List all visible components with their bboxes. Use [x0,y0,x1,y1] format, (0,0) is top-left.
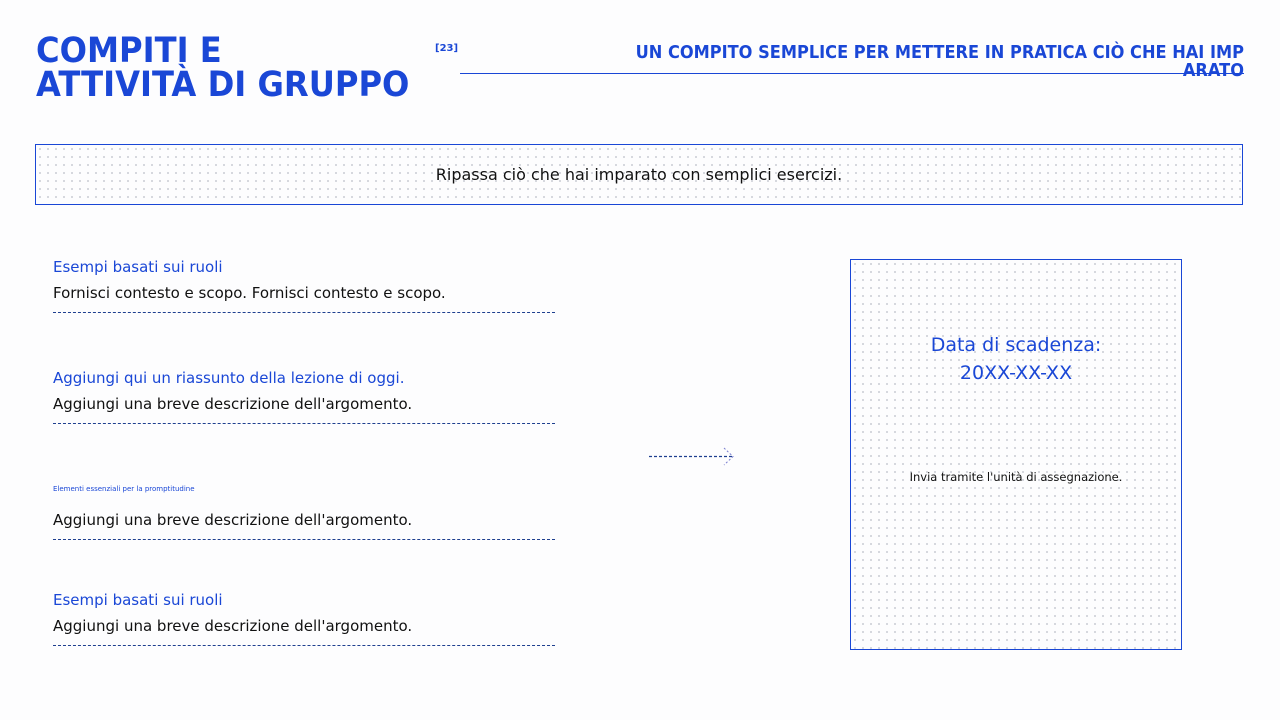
item-heading: Esempi basati sui ruoli [53,591,223,609]
item-heading: Elementi essenziali per la promptitudine [53,485,195,493]
item-heading: Esempi basati sui ruoli [53,258,223,276]
subtitle: UN COMPITO SEMPLICE PER METTERE IN PRATICA CIÒ CHE HAI IMPARATO [635,42,1244,81]
item-description: Aggiungi una breve descrizione dell'argomento. [53,617,413,635]
list-item [53,485,555,540]
item-description: Aggiungi una breve descrizione dell'argomento. [53,511,413,529]
page-title [36,31,410,105]
item-description: Aggiungi una breve descrizione dell'argomento. [53,395,413,413]
intro-banner [35,144,1243,205]
banner-text: Ripassa ciò che hai imparato con semplici esercizi. [435,165,843,184]
page-number: [23] [435,43,459,54]
title-line-1: COMPITI E [36,31,222,71]
submission-instructions: Invia tramite l'unità di assegnazione. [909,470,1123,484]
list-item [53,591,555,646]
list-item [53,258,555,313]
title-line-2: ATTIVITÀ DI GRUPPO [36,65,410,105]
list-item [53,369,555,424]
header-divider [460,73,1244,74]
item-description: Fornisci contesto e scopo. Fornisci contesto e scopo. [53,284,446,302]
due-date-card [850,259,1182,650]
due-date-label: Data di scadenza: [930,334,1102,356]
arrow-right-icon [648,446,738,468]
due-date-value: 20XX-XX-XX [959,362,1073,384]
item-heading: Aggiungi qui un riassunto della lezione di oggi. [53,369,405,387]
